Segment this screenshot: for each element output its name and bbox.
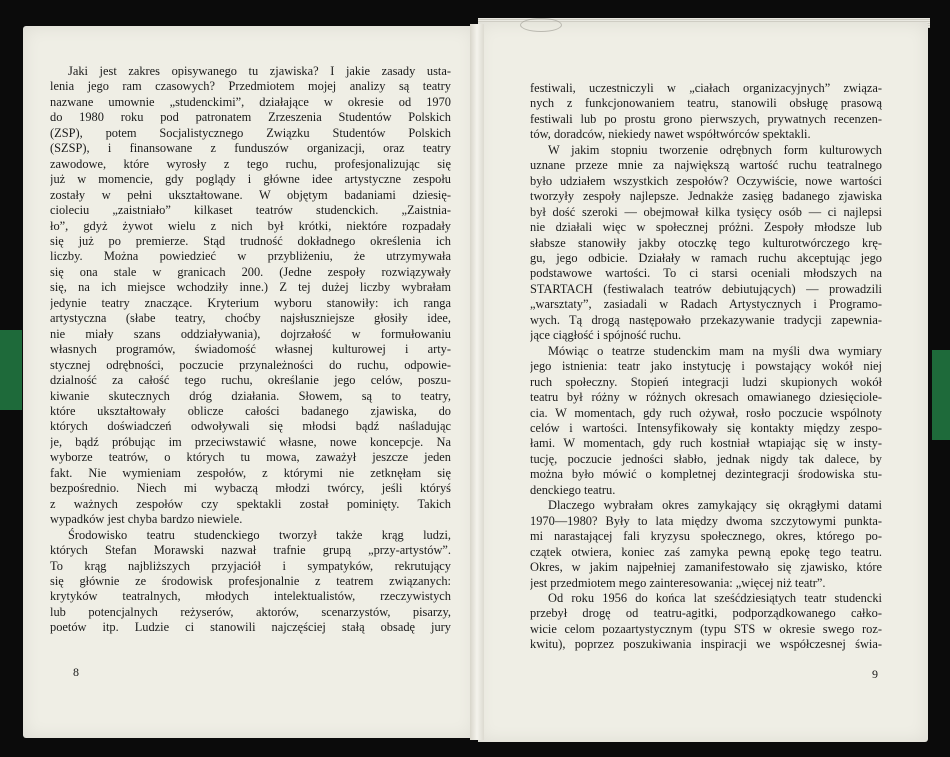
text-line: liczby. Można powiedzieć w przybliżeniu, że utrzymywała (50, 249, 451, 264)
text-line: (ZSP), potem Socjalistycznego Związku Studentów Polskich (50, 125, 451, 140)
text-line: Okres, w jakim najpełniej zamanifestowało się zjawisko, które (530, 560, 882, 575)
text-line: krytyków teatralnych, młodych intelektualistów, rzeczywistych (50, 589, 451, 604)
text-line: się ona stale w granicach 200. (Jedne zespoły rozwiązywały (50, 264, 451, 279)
text-line: których doświadczeń odwoływali się młodsi bądź naśladując (50, 419, 451, 434)
text-line: Mówiąc o teatrze studenckim mam na myśli dwa wymiary (548, 343, 882, 358)
text-line: można było mówić o kompletnej dezintegracji środowiska stu- (530, 467, 882, 482)
text-line: wyborze teatrów, o których tu mowa, zaważył jeszcze jeden (50, 450, 451, 465)
text-line: już w momencie, gdy poglądy i główne idee artystyczne zespołu (50, 172, 451, 187)
text-line: kwitu), poprzez poszukiwania inspiracji we współczesnej świa- (530, 637, 882, 652)
text-line: uznane przeze mnie za największą wartość ruchu teatralnego (530, 158, 882, 173)
text-line: nie działali więc w społecznej próżni. Zespoły młodsze lub (530, 220, 882, 235)
text-line: podstawowe wartości. To ci starsi oceniali młodszych na (530, 266, 882, 281)
text-line: z ważnych zespołów czy spektakli został pominięty. Takich (50, 496, 451, 511)
text-line: stycznej odrębności, poczucie przynależności do ruchu, odpowie- (50, 357, 451, 372)
text-line: cia. W momentach, gdy ruch ożywał, rosło poczucie wspólnoty (530, 405, 882, 420)
text-line: jące ciągłość i spójność ruchu. (530, 328, 682, 343)
text-line: „warsztaty”, zasiadali w Radach Artystycznych i Programo- (530, 297, 882, 312)
book-gutter (470, 24, 484, 740)
text-line: tów, doradców, niekiedy nawet współtwórców spektakli. (530, 127, 811, 142)
text-line: się już po premierze. Stąd trudność dokładnego określenia ich (50, 233, 451, 248)
text-line: które ukształtowały oblicze całości badanego zjawiska, do (50, 403, 451, 418)
text-line: denckiego teatru. (530, 482, 616, 497)
text-line: jedynie teatry znaczące. Kryterium wyboru stanowiły: ich ranga (50, 295, 451, 310)
text-line: dzialność za całość tego ruchu, określanie jego celów, poszu- (50, 373, 451, 388)
green-cover-edge-left (0, 330, 22, 410)
text-line: których Stefan Morawski nazwał trafnie grupą „przy-artystów”. (50, 543, 451, 558)
right-page-body (530, 81, 882, 653)
text-line: wicie celom pozaartystycznym (typu STS w okresie swego roz- (530, 621, 882, 636)
left-page-body (50, 64, 451, 636)
text-line: celów i wartości. Intensyfikowały się kontakty między zespo- (530, 420, 882, 435)
text-line: kiwanie skutecznych dróg działania. Słowem, są to teatry, (50, 388, 451, 403)
text-line: zostały w pełni ukształtowane. W objętym badaniami dziesię- (50, 187, 451, 202)
text-line: jest przedmiotem mego zainteresowania: „więcej niż teatr”. (530, 575, 826, 590)
text-line: czątek otwiera, koniec zaś zamyka pewną epokę tego teatru. (530, 544, 882, 559)
text-line: tworzyły zespoły najlepsze. Jednakże zasięg badanego zjawiska (530, 189, 882, 204)
text-line: poetów itp. Ludzie ci stanowili najczęściej stałą obsadę jury (50, 620, 451, 635)
text-line: gu, jego odbicie. Działały w ramach ruchu akceptując jego (530, 250, 882, 265)
text-line: STARTACH (festiwalach teatrów debiutujących) — prowadzili (530, 281, 882, 296)
text-line: lub potencjalnych reżyserów, aktorów, scenarzystów, pisarzy, (50, 604, 451, 619)
text-line: W jakim stopniu tworzenie odrębnych form kulturowych (548, 142, 882, 157)
text-line: przebył drogę od teatru-agitki, podporządkowanego całko- (530, 606, 882, 621)
left-page-number: 8 (73, 665, 79, 679)
text-line: wych. Tą drogą następowało przekazywanie tradycji zapewnia- (530, 312, 882, 327)
text-line: był dość szeroki — obejmował kilka tysięcy osób — ci najlepsi (530, 204, 882, 219)
text-line: 1970—1980? Były to lata między dwoma szczytowymi punkta- (530, 513, 882, 528)
text-line: własnych programów, świadomość własnej kulturowej i arty- (50, 342, 451, 357)
text-line: się głównie ze środowisk profesjonalnie z teatrem związanych: (50, 573, 451, 588)
text-line: ruch społeczny. Stopień integracji ludzi skupionych wokół (530, 374, 882, 389)
green-cover-edge-right (932, 350, 950, 440)
text-line: nie miały szans oddziaływania), dojrzałość w formułowaniu (50, 326, 451, 341)
text-line: je, bądź próbując im przeciwstawić własne, nowe koncepcje. Na (50, 434, 451, 449)
text-line: fakt. Nie wymieniam zespołów, z którymi nie zetknęłam się (50, 465, 451, 480)
text-line: wypadków jest chyba bardzo niewiele. (50, 512, 243, 527)
text-line: się, na ich miejsce wchodziły inne.) Z tej dużej liczby wybrałam (50, 280, 451, 295)
library-stamp (520, 18, 562, 32)
text-line: festiwali lub po prostu grono pierwszych, prywatnych recenzen- (530, 111, 882, 126)
text-line: zawodowe, które wyrosły z tego ruchu, profesjonalizując się (50, 156, 451, 171)
text-line: teatru był różny w różnych okresach omawianego dziesięciole- (530, 390, 882, 405)
text-line: Środowisko teatru studenckiego tworzył także krąg ludzi, (68, 527, 451, 542)
text-line: mi narastającej fali kryzysu społecznego, okres, którego po- (530, 529, 882, 544)
text-line: artystyczna (słabe teatry, choćby najsłuszniejsze głosiły idee, (50, 311, 451, 326)
text-line: Dlaczego wybrałam okres zamykający się okrągłymi datami (548, 498, 882, 513)
text-line: do 1980 roku pod patronatem Zrzeszenia Studentów Polskich (50, 110, 451, 125)
text-line: słabsze stanowiły jakby otoczkę tego kulturotwórczego krę- (530, 235, 882, 250)
text-line: jego istnienia: teatr jako instytucję i powstający wokół niej (530, 359, 882, 374)
text-line: Jaki jest zakres opisywanego tu zjawiska? I jakie zasady usta- (68, 64, 451, 78)
text-line: cioleciu „zaistniało” kilkaset teatrów studenckich. „Zaistnia- (50, 203, 451, 218)
text-line: lenia jego ram czasowych? Przedmiotem mojej analizy są teatry (50, 79, 451, 94)
text-line: ło”, gdyż żywot wielu z nich był krótki, niektóre rozpadały (50, 218, 451, 233)
text-line: (SZSP), i finansowane z funduszów organizacji, oraz teatry (50, 141, 451, 156)
text-line: To krąg najbliższych przyjaciół i sympatyków, rekrutujący (50, 558, 451, 573)
text-line: było udziałem wszystkich zespołów? Oczywiście, nowe wartości (530, 173, 882, 188)
text-line: festiwali, uczestniczyli w „ciałach organizacyjnych” związa- (530, 81, 882, 95)
text-line: bezpośrednio. Niech mi wybaczą młodzi twórcy, jeśli któryś (50, 481, 451, 496)
text-line: łami. W momentach, gdy ruch kostniał wtapiając się w insty- (530, 436, 882, 451)
text-line: nych z funkcjonowaniem teatru, stanowili obsługę prasową (530, 96, 882, 111)
text-line: nazwane umownie „studenckimi”, działające w okresie od 1970 (50, 94, 451, 109)
right-page-number: 9 (872, 667, 878, 681)
text-line: Od roku 1956 do końca lat sześćdziesiątych teatr studencki (548, 590, 882, 605)
text-line: tucję, poczucie jedności słabło, jednak nigdy tak dalece, by (530, 451, 882, 466)
